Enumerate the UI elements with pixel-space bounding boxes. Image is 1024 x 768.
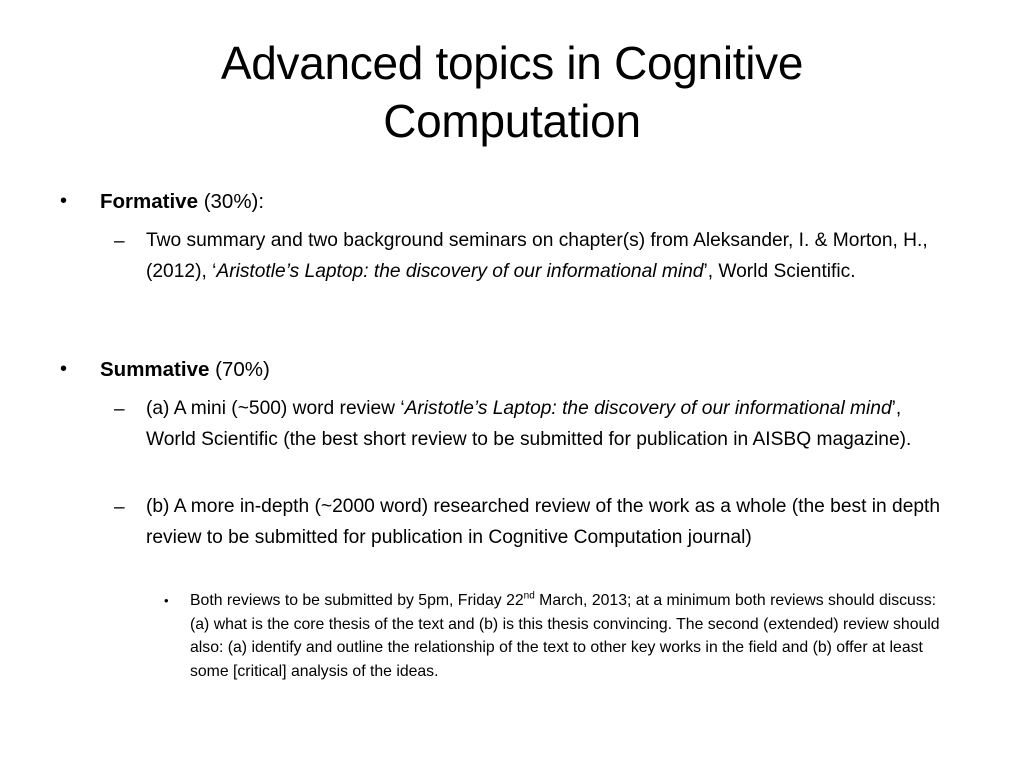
formative-item-1: [146, 226, 966, 287]
submission-note-text-before: Both reviews to be submitted by 5pm, Friday 22: [190, 592, 524, 609]
bullet-note-icon: •: [164, 593, 169, 608]
submission-note: [190, 589, 950, 683]
submission-note-sup: nd: [523, 590, 535, 602]
summative-heading: [100, 354, 980, 385]
formative-weight: (30%):: [203, 190, 265, 213]
formative-item-1-book-title: Aristotle’s Laptop: the discovery of our informational mind: [216, 260, 704, 282]
summative-item-b: (b) A more in-depth (~2000 word) researched review of the work as a whole (the best in depth review to be submitted for publication in Cognitive Computation journal): [146, 496, 941, 548]
summative-item-a-book-title: Aristotle’s Laptop: the discovery of our informational mind: [404, 398, 892, 419]
summative-weight: (70%): [215, 358, 270, 381]
bullet-summative-icon: •: [60, 358, 68, 380]
formative-heading: [100, 186, 980, 217]
bullet-formative-icon: •: [60, 190, 68, 212]
submission-note-text-after: March, 2013; at a minimum both reviews should discuss: (a) what is the core thesis of the text and (b) is this thesis convincing. The second (extended) review should also: (a) identify and outline the relationship of the text to other key works in the field and (b) offer at least some [critical] analysis of the ideas.: [190, 592, 940, 680]
summative-item-a-text-before: (a) A mini (~500) word review ‘: [146, 398, 405, 419]
summative-item-a-text-after: ’, World Scientific (the best short review to be submitted for publication in AISBQ magazine).: [146, 398, 912, 450]
formative-label: Formative: [100, 190, 198, 213]
summative-item-a: [146, 394, 956, 455]
dash-summative-b-icon: –: [114, 497, 125, 518]
summative-label: Summative: [100, 358, 210, 381]
title-line-1: Advanced topics in Cognitive: [220, 37, 804, 89]
formative-item-1-text-after: ’, World Scientific.: [703, 260, 856, 282]
dash-summative-a-icon: –: [114, 399, 125, 420]
title-line-2: Computation: [383, 95, 641, 147]
dash-formative-1-icon: –: [114, 231, 125, 252]
formative-item-1-text-before: Two summary and two background seminars on chapter(s) from Aleksander, I. & Morton, H., (2012), ‘: [146, 230, 928, 282]
